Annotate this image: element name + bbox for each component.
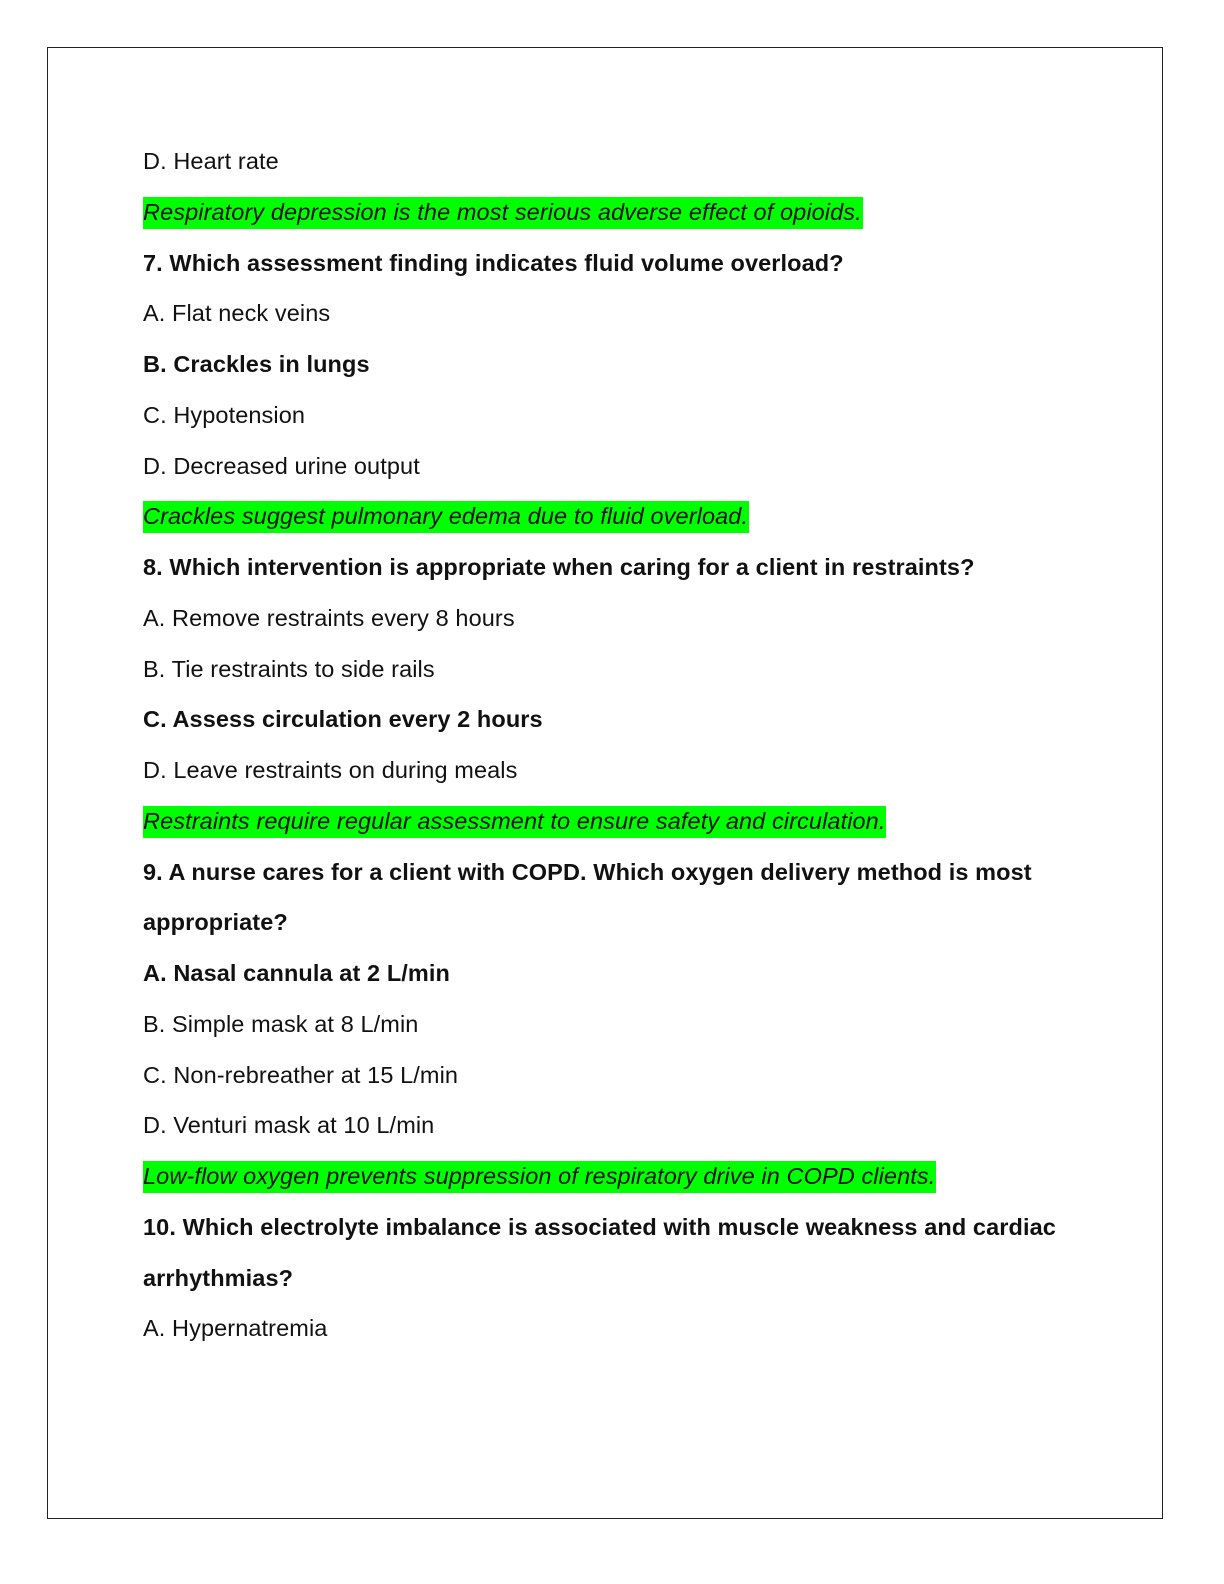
q9-option-b: B. Simple mask at 8 L/min — [143, 1010, 419, 1037]
q7-option-a: A. Flat neck veins — [143, 300, 331, 327]
q8-option-b: B. Tie restraints to side rails — [143, 655, 435, 682]
q9-option-c: C. Non-rebreather at 15 L/min — [143, 1061, 459, 1088]
q9-option-a-correct: A. Nasal cannula at 2 L/min — [143, 960, 450, 986]
q8-option-c-correct: C. Assess circulation every 2 hours — [143, 706, 543, 733]
q7-option-c: C. Hypotension — [143, 401, 306, 428]
q6-rationale-text: Respiratory depression is the most serious adverse effect of opioids. — [143, 197, 863, 229]
q9-question: 9. A nurse cares for a client with COPD. Which oxygen delivery method is most appropriate? — [143, 858, 1032, 936]
q7-rationale — [143, 491, 1103, 542]
q7-rationale-text: Crackles suggest pulmonary edema due to fluid overload. — [143, 501, 749, 533]
q8-rationale-text: Restraints require regular assessment to ensure safety and circulation. — [143, 806, 886, 838]
q8-rationale — [143, 796, 1103, 847]
q10-option-a: A. Hypernatremia — [143, 1315, 328, 1342]
q9-rationale — [143, 1151, 1103, 1202]
q9-rationale-text: Low-flow oxygen prevents suppression of respiratory drive in COPD clients. — [143, 1161, 936, 1193]
q9-option-d: D. Venturi mask at 10 L/min — [143, 1112, 435, 1139]
q8-question: 8. Which intervention is appropriate when caring for a client in restraints? — [143, 554, 975, 580]
q7-option-b-correct: B. Crackles in lungs — [143, 351, 370, 377]
q6-rationale — [143, 187, 1103, 238]
q8-option-a: A. Remove restraints every 8 hours — [143, 604, 515, 631]
q7-question: 7. Which assessment finding indicates fluid volume overload? — [143, 249, 844, 276]
q6-option-d: D. Heart rate — [143, 148, 279, 174]
q7-option-d: D. Decreased urine output — [143, 452, 420, 479]
q8-option-d: D. Leave restraints on during meals — [143, 757, 518, 783]
document-content — [143, 136, 1103, 1354]
q10-question: 10. Which electrolyte imbalance is associated with muscle weakness and cardiac arrhythmias? — [143, 1213, 1056, 1291]
